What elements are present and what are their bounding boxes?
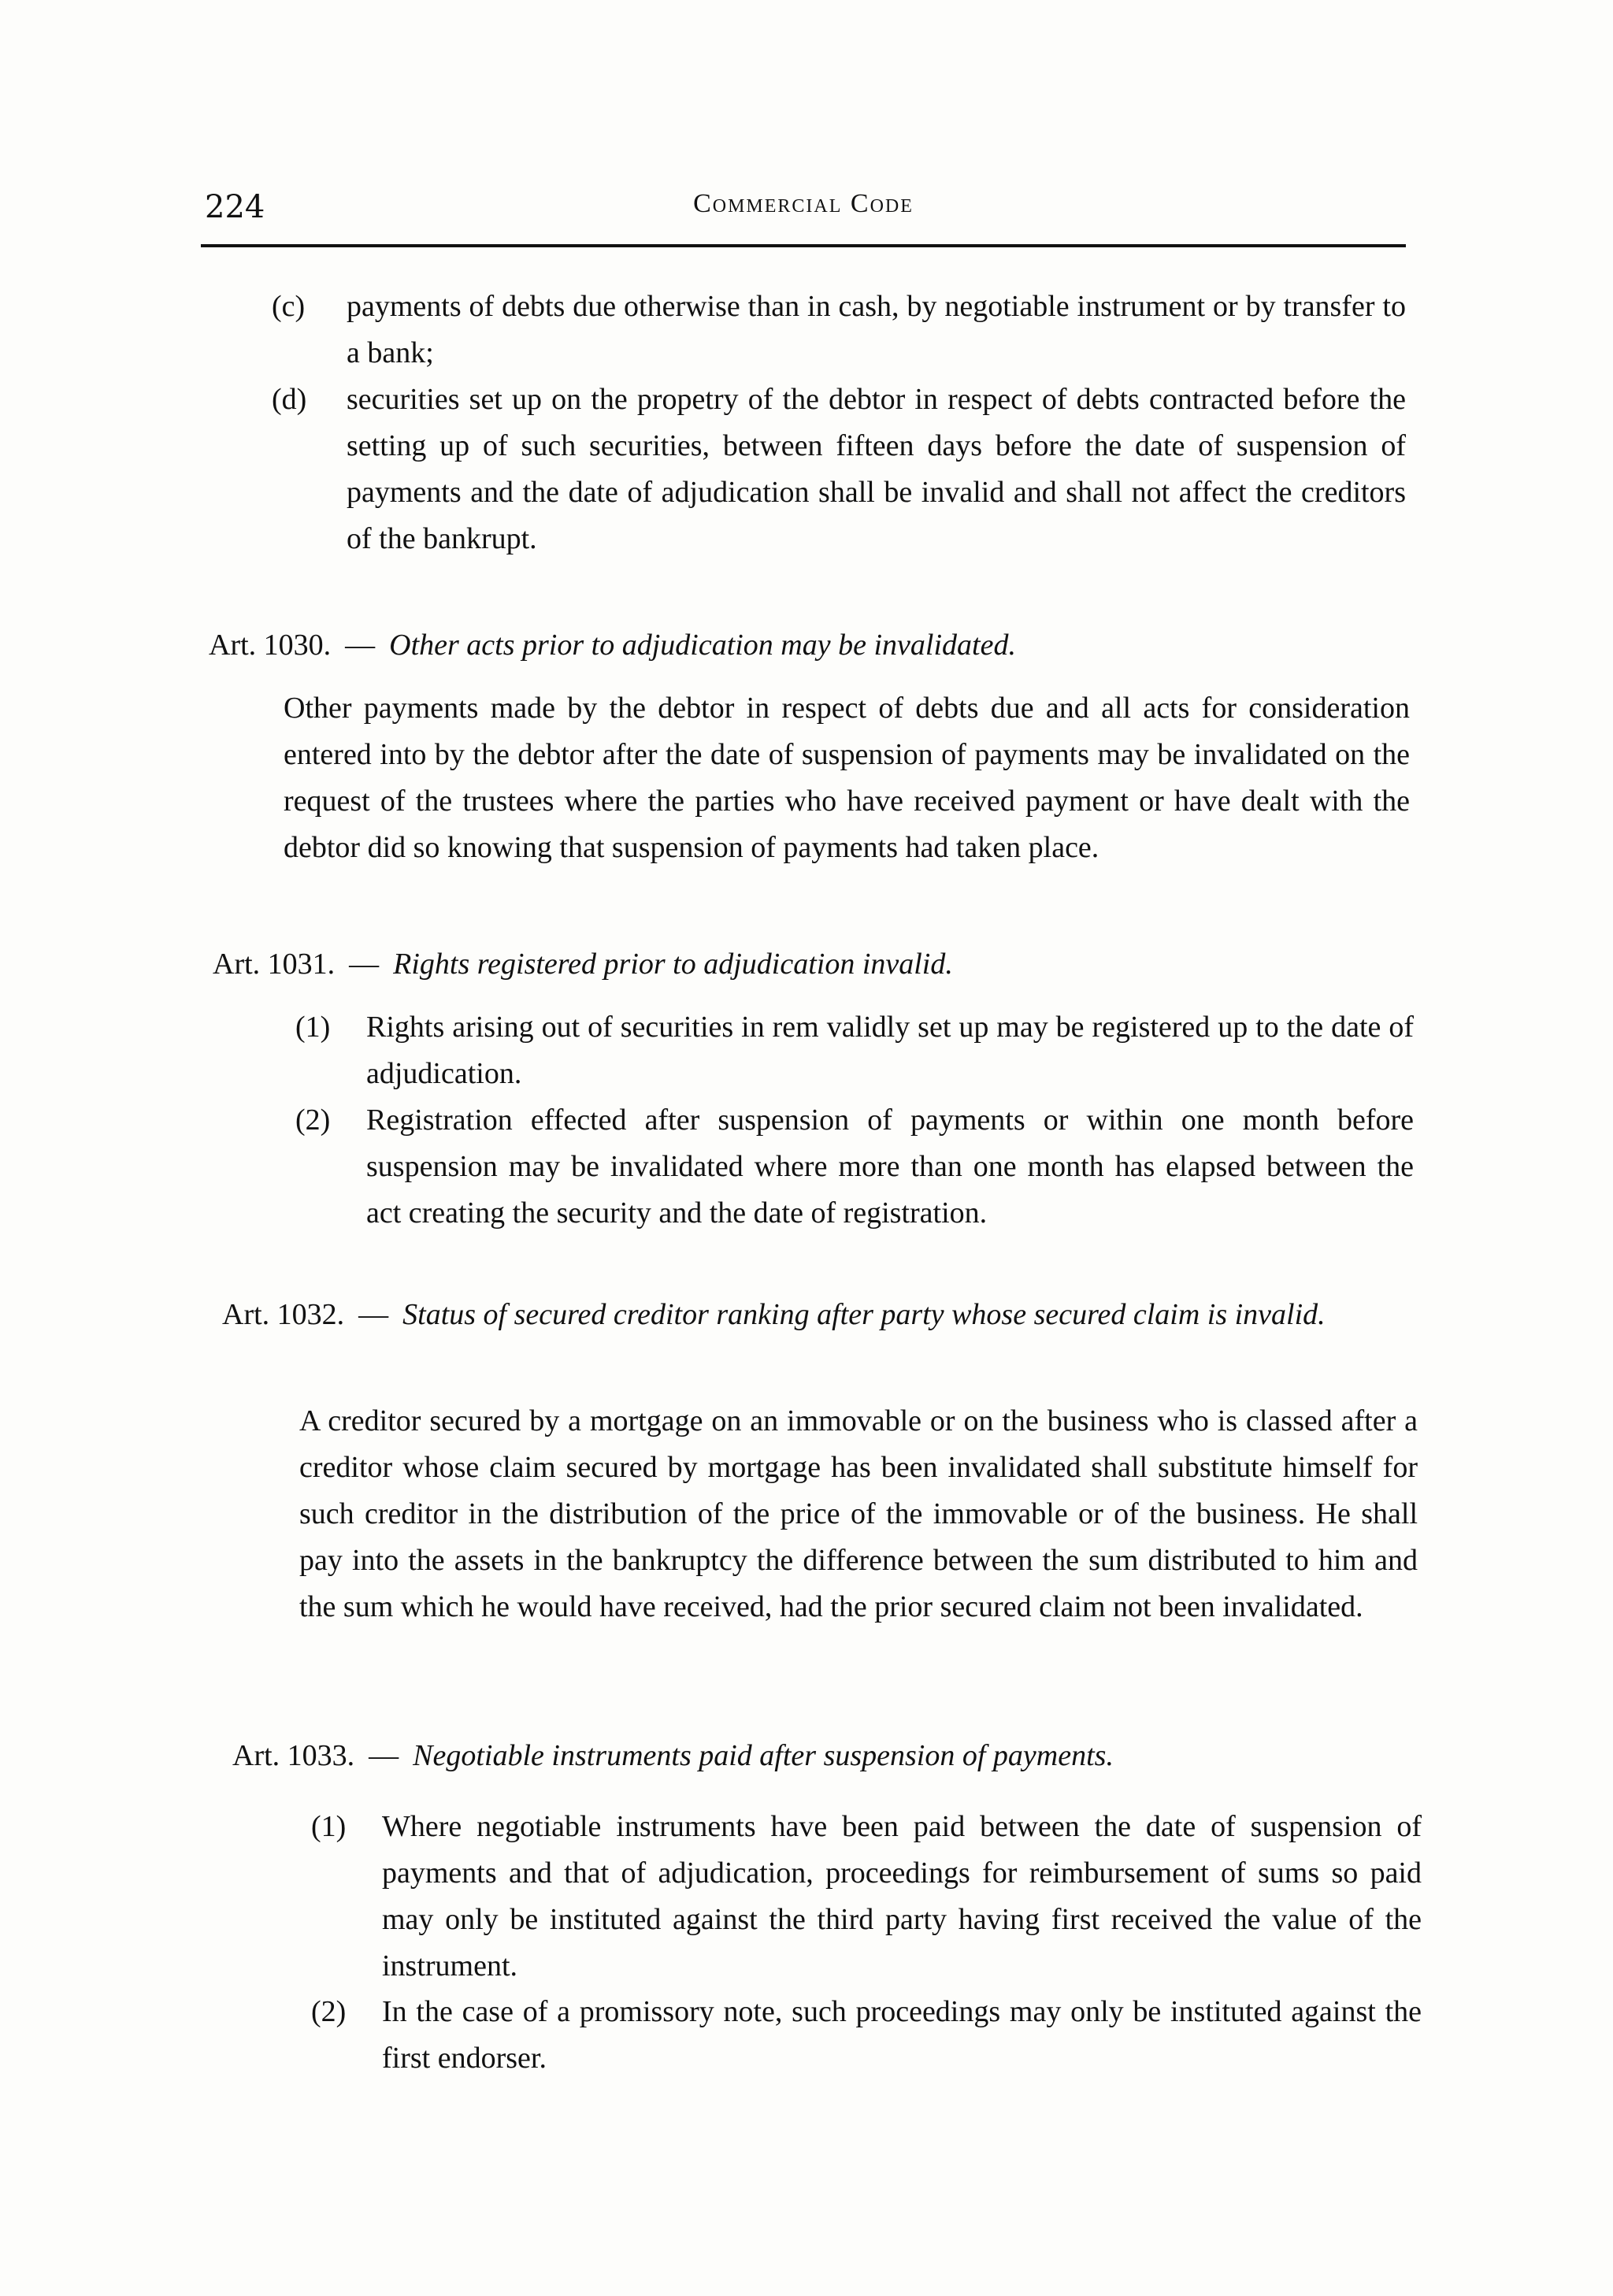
article-1033-item-1 [311,1804,1422,1990]
list-item-label: (2) [295,1103,331,1137]
article-number: Art. 1033. [232,1739,355,1772]
paragraph-text: A creditor secured by a mortgage on an immovable or on the business who is classed after a creditor whose claim secured by mortgage has been invalidated shall substitute himself for such creditor in the distribution of the price of the immovable or of the business. He shall pay into the assets in the bankruptcy the difference between the sum distributed to him and the sum which he would have received, had the prior secured claim not been invalidated. [299,1404,1418,1623]
article-title: Status of secured creditor ranking after party whose secured claim is invalid. [402,1298,1326,1331]
list-item-label: (1) [295,1011,331,1044]
article-1031-heading [213,941,1410,988]
article-dash: — [345,629,376,662]
article-number: Art. 1032. [222,1298,345,1331]
article-title: Negotiable instruments paid after suspension of payments. [413,1739,1114,1772]
article-1033-item-2 [311,1989,1422,2082]
list-item-text: In the case of a promissory note, such proceedings may only be instituted against the first endorser. [382,1995,1422,2075]
running-head-title: Commercial Code [693,189,914,218]
article-1032-heading [222,1292,1419,1338]
list-item-text: securities set up on the propetry of the debtor in respect of debts contracted before the setting up of such securities, between fifteen days before the date of suspension of payments and the date of adjudication shall be invalid and shall not affect the creditors of the bankrupt. [347,383,1406,555]
list-item-label: (2) [311,1995,347,2028]
article-1031-item-1 [295,1004,1414,1097]
running-head [201,189,1406,236]
article-1032-paragraph [299,1398,1418,1630]
list-item-label: (c) [272,290,306,323]
article-title: Rights registered prior to adjudication invalid. [393,948,953,981]
list-item-label: (d) [272,383,307,416]
article-number: Art. 1031. [213,948,336,981]
list-item-text: Rights arising out of securities in rem validly set up may be registered up to the date of adjudication. [366,1011,1414,1090]
list-item-d [272,376,1406,562]
article-dash: — [358,1298,389,1331]
article-1030-paragraph [284,685,1410,871]
list-item-text: Where negotiable instruments have been paid between the date of suspension of payments and that of adjudication, proceedings for reimbursement of sums so paid may only be instituted against the third party having first received the value of the instrument. [382,1810,1422,1983]
list-item-text: Registration effected after suspension of payments or within one month before suspension may be invalidated where more than one month has elapsed between the act creating the security and the date of registration. [366,1103,1414,1230]
article-1030-heading [209,622,1406,669]
article-dash: — [349,948,380,981]
article-1033-heading [232,1733,1422,1779]
page-number: 224 [205,189,265,225]
article-dash: — [369,1739,399,1772]
header-rule [201,244,1406,247]
list-item-text: payments of debts due otherwise than in cash, by negotiable instrument or by transfer to a bank; [347,290,1406,369]
article-1031-item-2 [295,1097,1414,1237]
list-item-label: (1) [311,1810,347,1843]
list-item-c [272,284,1406,376]
paragraph-text: Other payments made by the debtor in respect of debts due and all acts for consideration entered into by the debtor after the date of suspension of payments may be invalidated on the request of the trustees where the parties who have received payment or have dealt with the debtor did so knowing that suspension of payments had taken place. [284,692,1410,864]
article-number: Art. 1030. [209,629,332,662]
article-title: Other acts prior to adjudication may be invalidated. [389,629,1016,662]
